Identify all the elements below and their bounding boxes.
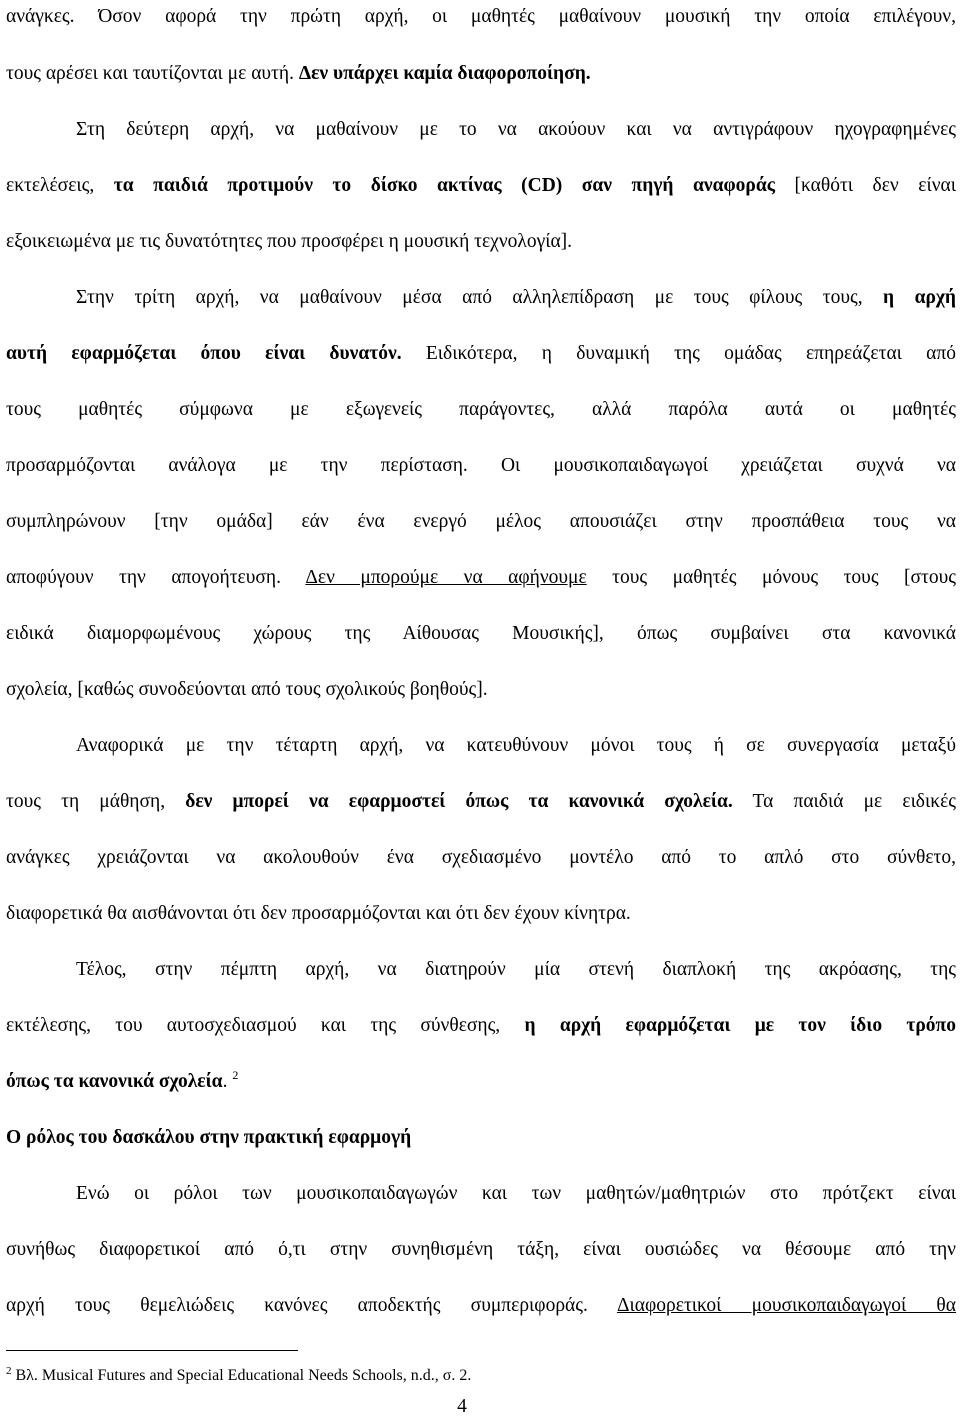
footnote xyxy=(6,1365,471,1387)
text-line: τους αρέσει και ταυτίζονται με αυτή. Δεν υπάρχει καμία διαφοροποίηση. xyxy=(6,63,591,84)
text-line: Τέλος, στην πέμπτη αρχή, να διατηρούν μία στενή διαπλοκή της ακρόασης, της xyxy=(76,959,956,980)
footnote-marker: 2 xyxy=(6,1365,12,1377)
text-line: ανάγκες. Όσον αφορά την πρώτη αρχή, οι μαθητές μαθαίνουν μουσική την οποία επιλέγουν, xyxy=(6,6,956,27)
text-line: σχολεία, [καθώς συνοδεύονται από τους σχολικούς βοηθούς]. xyxy=(6,679,488,700)
text-line: Αναφορικά με την τέταρτη αρχή, να κατευθύνουν μόνοι τους ή σε συνεργασία μεταξύ xyxy=(76,735,956,756)
text-line: προσαρμόζονται ανάλογα με την περίσταση. Οι μουσικοπαιδαγωγοί χρειάζεται συχνά να xyxy=(6,455,956,476)
text-line: τους τη μάθηση, δεν μπορεί να εφαρμοστεί όπως τα κανονικά σχολεία. Τα παιδιά με ειδικές xyxy=(6,791,956,812)
text-line: ανάγκες χρειάζονται να ακολουθούν ένα σχεδιασμένο μοντέλο από το απλό στο σύνθετο, xyxy=(6,847,956,868)
text-line: εκτελέσεις, τα παιδιά προτιμούν το δίσκο ακτίνας (CD) σαν πηγή αναφοράς [καθότι δεν είναι xyxy=(6,175,956,196)
text-line: Στην τρίτη αρχή, να μαθαίνουν μέσα από αλληλεπίδραση με τους φίλους τους, η αρχή xyxy=(76,287,956,308)
footnote-reference[interactable]: 2 xyxy=(232,1068,239,1082)
text-line: αρχή τους θεμελιώδεις κανόνες αποδεκτής συμπεριφοράς. Διαφορετικοί μουσικοπαιδαγωγοί θα xyxy=(6,1295,956,1316)
text-line: εκτέλεσης, του αυτοσχεδιασμού και της σύνθεσης, η αρχή εφαρμόζεται με τον ίδιο τρόπο xyxy=(6,1015,956,1036)
footnote-separator xyxy=(6,1350,298,1351)
section-heading: Ο ρόλος του δασκάλου στην πρακτική εφαρμογή xyxy=(6,1127,412,1148)
text-line: διαφορετικά θα αισθάνονται ότι δεν προσαρμόζονται και ότι δεν έχουν κίνητρα. xyxy=(6,903,631,924)
text-line: συμπληρώνουν [την ομάδα] εάν ένα ενεργό μέλος απουσιάζει στην προσπάθεια τους να xyxy=(6,511,956,532)
text-line: Ενώ οι ρόλοι των μουσικοπαιδαγωγών και των μαθητών/μαθητριών στο πρότζεκτ είναι xyxy=(76,1183,956,1204)
text-line: όπως τα κανονικά σχολεία. $^2$ xyxy=(6,1068,239,1092)
page-number: 4 xyxy=(457,1396,467,1417)
text-line: αυτή εφαρμόζεται όπου είναι δυνατόν. Ειδικότερα, η δυναμική της ομάδας επηρεάζεται από xyxy=(6,343,956,364)
text-line: ειδικά διαμορφωμένους χώρους της Αίθουσας Μουσικής], όπως συμβαίνει στα κανονικά xyxy=(6,623,956,644)
text-line: αποφύγουν την απογοήτευση. Δεν μπορούμε να αφήνουμε τους μαθητές μόνους τους [στους xyxy=(6,567,956,588)
text-line: Στη δεύτερη αρχή, να μαθαίνουν με το να ακούουν και να αντιγράφουν ηχογραφημένες xyxy=(76,119,956,140)
text-line: τους μαθητές σύμφωνα με εξωγενείς παράγοντες, αλλά παρόλα αυτά οι μαθητές xyxy=(6,399,956,420)
text-line: εξοικειωμένα με τις δυνατότητες που προσφέρει η μουσική τεχνολογία]. xyxy=(6,231,573,252)
text-line: συνήθως διαφορετικοί από ό,τι στην συνηθισμένη τάξη, είναι ουσιώδες να θέσουμε από την xyxy=(6,1239,956,1260)
footnote-text: Βλ. Musical Futures and Special Educational Needs Schools, n.d., σ. 2. xyxy=(11,1367,472,1384)
